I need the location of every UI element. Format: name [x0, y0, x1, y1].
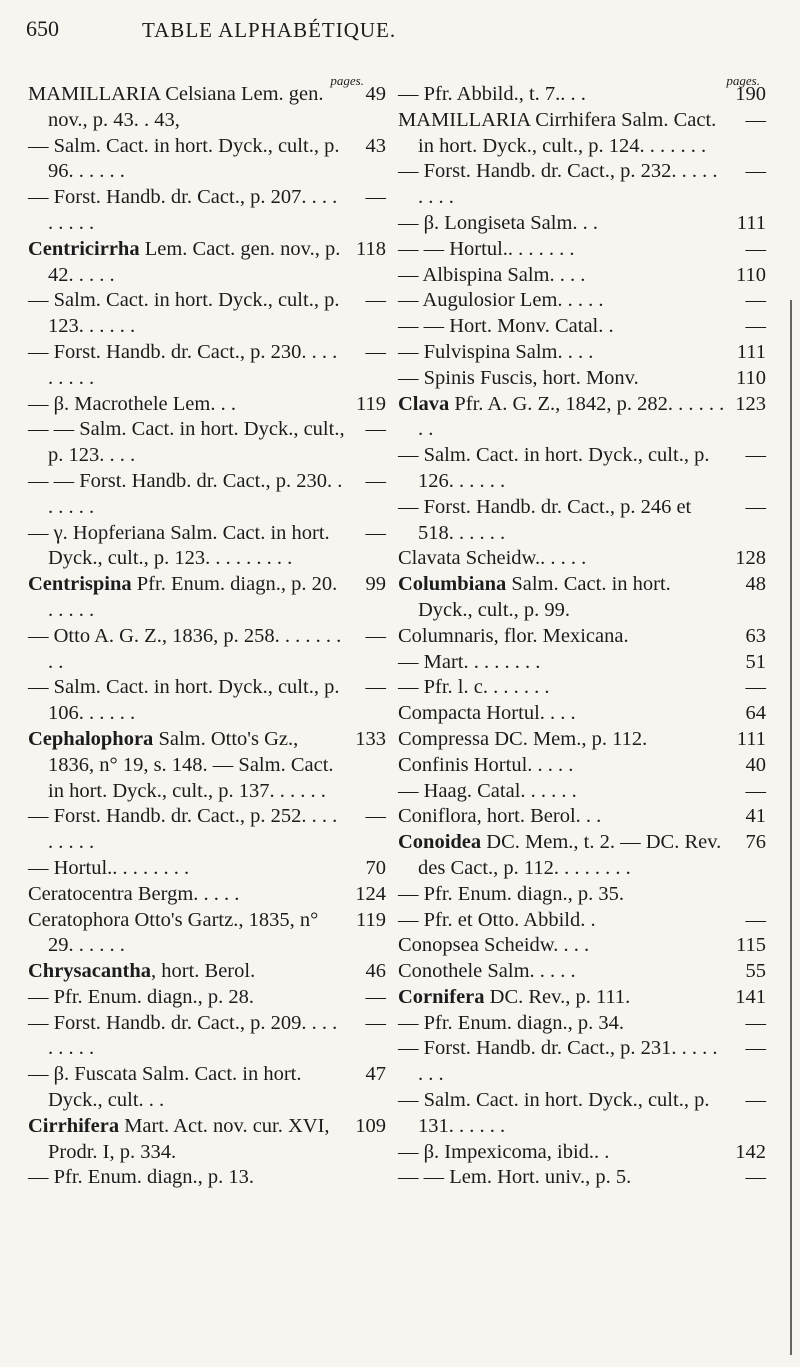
genus-name: Columbiana	[398, 573, 507, 596]
index-entry	[398, 650, 766, 676]
index-entry	[28, 1011, 386, 1063]
index-entry	[28, 1114, 386, 1166]
entry-text: — — Hort. Monv. Catal. .	[398, 315, 614, 338]
entry-text: Columnaris, flor. Mexicana.	[398, 624, 629, 647]
entry-page-number: —	[365, 186, 386, 209]
entry-page-number: 118	[356, 237, 386, 260]
index-entry	[398, 314, 766, 340]
entry-page-number: —	[745, 108, 766, 131]
index-entry	[398, 340, 766, 366]
index-entry	[28, 882, 386, 908]
genus-name: Cornifera	[398, 985, 485, 1008]
entry-page-number: 110	[736, 366, 766, 389]
entry-page-number: —	[745, 676, 766, 699]
entry-page-number: 43	[365, 134, 386, 157]
index-entry	[28, 572, 386, 624]
entry-text: — β. Impexicoma, ibid.. .	[398, 1140, 610, 1163]
index-entry	[398, 882, 766, 908]
index-entry	[398, 211, 766, 237]
entry-page-number: 123	[735, 392, 766, 415]
page-number: 650	[26, 16, 59, 41]
entry-page-number: —	[745, 908, 766, 931]
index-entry	[28, 1165, 386, 1191]
entry-text: Confinis Hortul. . . . .	[398, 753, 574, 776]
index-entry	[28, 856, 386, 882]
entry-text: — Otto A. G. Z., 1836, p. 258. . . . . . . . .	[28, 624, 342, 673]
entry-page-number: —	[365, 676, 386, 699]
index-entry	[28, 340, 386, 392]
entry-text: Compressa DC. Mem., p. 112.	[398, 727, 648, 750]
genus-name: Cephalophora	[28, 727, 154, 750]
entry-text: Chrysacantha, hort. Berol.	[28, 960, 256, 983]
entry-text: — Spinis Fuscis, hort. Monv.	[398, 366, 639, 389]
entry-page-number: —	[365, 985, 386, 1008]
genus-name: Chrysacantha	[28, 960, 152, 983]
entry-text: — Hortul.. . . . . . . .	[28, 856, 190, 879]
entry-text: — — Lem. Hort. univ., p. 5.	[398, 1166, 632, 1189]
entry-text: — Forst. Handb. dr. Cact., p. 246 et 518. . . . . .	[398, 495, 692, 544]
entry-page-number: —	[365, 1011, 386, 1034]
entry-text: — Pfr. Enum. diagn., p. 35.	[398, 882, 625, 905]
entry-page-number: 111	[736, 211, 766, 234]
entry-text: Centricirrha Lem. Cact. gen. nov., p. 42. . . . .	[28, 237, 341, 286]
entry-text: MAMILLARIA Celsiana Lem. gen. nov., p. 43. . 43,	[28, 83, 324, 131]
entry-text: — Salm. Cact. in hort. Dyck., cult., p. 131. . . . . .	[398, 1089, 710, 1137]
entry-text: Conothele Salm. . . . .	[398, 960, 576, 983]
entry-page-number: 142	[735, 1140, 766, 1163]
index-entry	[398, 701, 766, 727]
entry-page-number: —	[745, 1089, 766, 1112]
entry-text: Clavata Scheidw.. . . . .	[398, 547, 587, 570]
entry-page-number: 119	[356, 392, 386, 415]
entry-page-number: —	[745, 315, 766, 338]
index-entry	[398, 366, 766, 392]
index-entry	[28, 469, 386, 521]
entry-text: — β. Macrothele Lem. . .	[28, 392, 236, 415]
entry-text: — Augulosior Lem. . . . .	[398, 289, 604, 312]
index-entry	[28, 804, 386, 856]
entry-page-number: 76	[745, 831, 766, 854]
entry-text: MAMILLARIA Cirrhifera Salm. Cact. in hort. Dyck., cult., p. 124. . . . . . .	[398, 108, 717, 157]
index-entry	[28, 959, 386, 985]
entry-page-number: —	[365, 521, 386, 544]
entry-text: — Salm. Cact. in hort. Dyck., cult., p. 126. . . . . .	[398, 444, 710, 492]
index-entry	[398, 159, 766, 211]
entry-page-number: 111	[736, 727, 766, 750]
entry-text: — Forst. Handb. dr. Cact., p. 252. . . . . . . . .	[28, 805, 338, 854]
index-entry	[398, 985, 766, 1011]
index-entry	[28, 417, 386, 469]
entry-text: — Forst. Handb. dr. Cact., p. 232. . . . . . . . .	[398, 160, 718, 209]
right-column	[398, 73, 766, 1191]
entry-text: — Albispina Salm. . . .	[398, 263, 586, 286]
index-entry	[398, 779, 766, 805]
index-entry	[398, 495, 766, 547]
index-entry	[398, 546, 766, 572]
index-entry	[398, 443, 766, 495]
index-entry	[28, 985, 386, 1011]
index-entry	[28, 624, 386, 676]
index-entry	[398, 959, 766, 985]
entry-text: — Pfr. Enum. diagn., p. 28.	[28, 985, 255, 1008]
entry-page-number: 111	[736, 340, 766, 363]
entry-page-number: 190	[735, 83, 766, 105]
index-entry	[28, 521, 386, 573]
entry-page-number: —	[745, 444, 766, 467]
index-entry	[398, 82, 766, 108]
left-entry-list	[28, 82, 386, 1191]
entry-text: — — Salm. Cact. in hort. Dyck., cult., p. 123. . . .	[28, 418, 345, 467]
genus-name: Conoidea	[398, 831, 482, 854]
entry-text: Cornifera DC. Rev., p. 111.	[398, 985, 631, 1008]
entry-text: — β. Longiseta Salm. . .	[398, 211, 599, 234]
index-entry	[28, 288, 386, 340]
index-entry	[398, 1088, 766, 1140]
entry-text: Conoidea DC. Mem., t. 2. — DC. Rev. des Cact., p. 112. . . . . . . .	[398, 831, 722, 879]
entry-page-number: —	[745, 1166, 766, 1189]
entry-text: Clava Pfr. A. G. Z., 1842, p. 282. . . . . . . .	[398, 392, 725, 441]
running-title: TABLE ALPHABÉTIQUE.	[142, 18, 397, 42]
index-entry	[398, 237, 766, 263]
index-entry	[398, 1140, 766, 1166]
entry-text: — β. Fuscata Salm. Cact. in hort. Dyck., cult. . .	[28, 1063, 302, 1112]
entry-text: — Salm. Cact. in hort. Dyck., cult., p. 123. . . . . .	[28, 289, 340, 338]
entry-text: — Haag. Catal. . . . . .	[398, 779, 577, 802]
entry-page-number: —	[365, 469, 386, 492]
entry-page-number: —	[365, 340, 386, 363]
entry-page-number: 133	[355, 727, 386, 750]
entry-text: — — Forst. Handb. dr. Cact., p. 230. . . . . . .	[28, 469, 343, 518]
entry-page-number: 110	[736, 263, 766, 286]
entry-text: — Salm. Cact. in hort. Dyck., cult., p. 96. . . . . .	[28, 134, 340, 183]
entry-page-number: —	[365, 624, 386, 647]
entry-text: — Pfr. et Otto. Abbild. .	[398, 908, 596, 931]
page-header	[26, 10, 770, 50]
index-entry	[398, 288, 766, 314]
index-entry	[28, 134, 386, 186]
index-entry	[28, 82, 386, 134]
index-entry	[398, 908, 766, 934]
entry-page-number: 70	[365, 856, 386, 879]
entry-page-number: —	[365, 418, 386, 441]
entry-text: Centrispina Pfr. Enum. diagn., p. 20. . . . . .	[28, 573, 338, 621]
index-entry	[398, 1036, 766, 1088]
entry-text: — Forst. Handb. dr. Cact., p. 231. . . . . . . .	[398, 1037, 718, 1086]
entry-text: Ceratophora Otto's Gartz., 1835, n° 29. . . . . .	[28, 908, 319, 957]
genus-name: Cirrhifera	[28, 1114, 120, 1137]
entry-page-number: 46	[365, 960, 386, 983]
entry-text: Cirrhifera Mart. Act. nov. cur. XVI, Prodr. I, p. 334.	[28, 1114, 330, 1163]
entry-page-number: 109	[355, 1114, 386, 1137]
entry-page-number: —	[745, 1037, 766, 1060]
index-entry	[28, 1062, 386, 1114]
index-entry	[28, 908, 386, 960]
right-entry-list	[398, 82, 766, 1191]
index-entry	[398, 1165, 766, 1191]
page-edge-rule	[790, 300, 792, 1355]
entry-page-number: —	[745, 237, 766, 260]
index-entry	[28, 185, 386, 237]
index-entry	[398, 933, 766, 959]
entry-text: — γ. Hopferiana Salm. Cact. in hort. Dyck., cult., p. 123. . . . . . . . .	[28, 521, 330, 570]
index-entry	[398, 263, 766, 289]
entry-page-number: 63	[745, 624, 766, 647]
index-entry	[398, 108, 766, 160]
entry-text: Cephalophora Salm. Otto's Gz., 1836, n° 19, s. 148. — Salm. Cact. in hort. Dyck., cult., p. 137. . . . . .	[28, 727, 334, 802]
entry-page-number: —	[745, 495, 766, 518]
entry-page-number: 40	[745, 753, 766, 776]
right-pages-label: pages.	[726, 73, 760, 88]
genus-name: Clava	[398, 392, 450, 415]
entry-text: — — Hortul.. . . . . . .	[398, 237, 575, 260]
entry-text: — Mart. . . . . . . .	[398, 650, 541, 673]
entry-page-number: 51	[745, 650, 766, 673]
entry-page-number: 49	[365, 83, 386, 105]
entry-page-number: —	[745, 1011, 766, 1034]
index-entry	[398, 675, 766, 701]
entry-page-number: 99	[365, 573, 386, 596]
entry-text: — Forst. Handb. dr. Cact., p. 209. . . . . . . . .	[28, 1011, 338, 1060]
entry-page-number: 115	[736, 934, 766, 957]
entry-text: — Pfr. Enum. diagn., p. 13.	[28, 1166, 255, 1189]
entry-text: — Pfr. l. c. . . . . . .	[398, 676, 550, 699]
genus-name: Centrispina	[28, 573, 132, 596]
entry-page-number: 119	[356, 908, 386, 931]
entry-text: Conopsea Scheidw. . . .	[398, 934, 590, 957]
index-entry	[28, 727, 386, 804]
entry-page-number: 128	[735, 547, 766, 570]
entry-page-number: 141	[735, 985, 766, 1008]
entry-page-number: 47	[365, 1063, 386, 1086]
index-entry	[28, 392, 386, 418]
entry-text: Columbiana Salm. Cact. in hort. Dyck., cult., p. 99.	[398, 573, 671, 621]
entry-text: Compacta Hortul. . . .	[398, 702, 576, 725]
entry-text: — Pfr. Abbild., t. 7.. . .	[398, 83, 586, 105]
index-entry	[28, 237, 386, 289]
entry-page-number: 55	[745, 960, 766, 983]
entry-page-number: —	[745, 779, 766, 802]
entry-text: Coniflora, hort. Berol. . .	[398, 805, 602, 828]
entry-page-number: 48	[745, 573, 766, 596]
index-entry	[398, 753, 766, 779]
left-column	[28, 73, 386, 1191]
index-entry	[398, 727, 766, 753]
index-entry	[398, 1011, 766, 1037]
entry-page-number: —	[365, 289, 386, 312]
index-entry	[398, 392, 766, 444]
index-entry	[28, 675, 386, 727]
entry-text: Ceratocentra Bergm. . . . .	[28, 882, 240, 905]
entry-text: — Forst. Handb. dr. Cact., p. 207. . . . . . . . .	[28, 186, 338, 234]
entry-page-number: 41	[745, 805, 766, 828]
entry-page-number: 64	[745, 702, 766, 725]
index-entry	[398, 624, 766, 650]
entry-page-number: —	[365, 805, 386, 828]
entry-text: — Forst. Handb. dr. Cact., p. 230. . . . . . . . .	[28, 340, 338, 389]
index-entry	[398, 572, 766, 624]
index-entry	[398, 804, 766, 830]
entry-page-number: 124	[355, 882, 386, 905]
entry-text: — Fulvispina Salm. . . .	[398, 340, 594, 363]
entry-page-number: —	[745, 160, 766, 183]
left-pages-label: pages.	[330, 73, 364, 88]
index-entry	[398, 830, 766, 882]
entry-text: — Pfr. Enum. diagn., p. 34.	[398, 1011, 625, 1034]
entry-page-number: —	[745, 289, 766, 312]
genus-name: Centricirrha	[28, 237, 140, 260]
entry-text: — Salm. Cact. in hort. Dyck., cult., p. 106. . . . . .	[28, 676, 340, 725]
